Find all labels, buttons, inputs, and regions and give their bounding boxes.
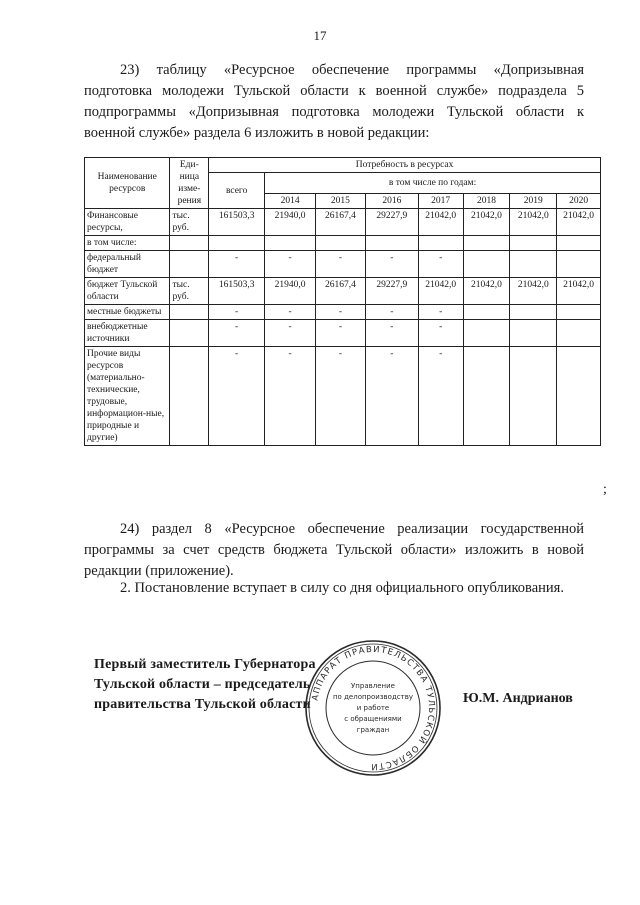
- signature-line-2: Тульской области – председатель: [94, 677, 311, 692]
- cell-year-value: -: [418, 251, 463, 278]
- cell-year-value: -: [418, 347, 463, 446]
- cell-unit: тыс. руб.: [170, 209, 209, 236]
- cell-year-value: -: [365, 251, 418, 278]
- cell-year-value: [510, 347, 557, 446]
- cell-total: -: [209, 305, 265, 320]
- cell-year-value: -: [316, 320, 366, 347]
- cell-year-value: [557, 251, 601, 278]
- cell-year-value: -: [316, 347, 366, 446]
- header-year: 2014: [265, 194, 316, 209]
- cell-year-value: 29227,9: [365, 209, 418, 236]
- cell-year-value: [463, 251, 510, 278]
- cell-year-value: -: [316, 251, 366, 278]
- page-number: 17: [313, 28, 327, 43]
- cell-unit: [170, 347, 209, 446]
- stamp-center-line: с обращениями: [344, 715, 402, 723]
- cell-unit: тыс. руб.: [170, 278, 209, 305]
- table-row: [85, 209, 601, 236]
- header-year: 2015: [316, 194, 366, 209]
- cell-year-value: 21042,0: [418, 209, 463, 236]
- paragraph-2: 2. Постановление вступает в силу со дня официального опубликования.: [120, 580, 564, 596]
- cell-total: [209, 236, 265, 251]
- cell-year-value: 21940,0: [265, 278, 316, 305]
- cell-year-value: [557, 320, 601, 347]
- cell-year-value: -: [265, 320, 316, 347]
- signature-block: [94, 655, 316, 715]
- paragraph-23: 23) таблицу «Ресурсное обеспечение программы «Допризывная подготовка молодежи Тульской области к военной службе» подраздела 5 подпрограммы «Допризывная подготовка молодежи Тульской области к военной службе» раздела 6 изложить в новой редакции:: [84, 62, 584, 141]
- cell-year-value: -: [365, 320, 418, 347]
- cell-unit: [170, 251, 209, 278]
- table-row: [85, 305, 601, 320]
- cell-resource-name: местные бюджеты: [85, 305, 170, 320]
- cell-year-value: -: [265, 251, 316, 278]
- cell-year-value: 21042,0: [510, 278, 557, 305]
- paragraph-24: 24) раздел 8 «Ресурсное обеспечение реализации государственной программы за счет средств бюджета Тульской области» изложить в новой редакции (приложение).: [84, 521, 584, 579]
- cell-year-value: [265, 236, 316, 251]
- cell-year-value: -: [365, 305, 418, 320]
- cell-resource-name: внебюджетные источники: [85, 320, 170, 347]
- cell-year-value: 21042,0: [557, 209, 601, 236]
- stamp-center-line: и работе: [356, 704, 390, 712]
- cell-year-value: -: [418, 305, 463, 320]
- cell-year-value: [463, 320, 510, 347]
- cell-year-value: -: [365, 347, 418, 446]
- cell-year-value: [316, 236, 366, 251]
- cell-year-value: [463, 347, 510, 446]
- table-row: [85, 347, 601, 446]
- header-total: всего: [209, 173, 265, 209]
- cell-year-value: [418, 236, 463, 251]
- header-unit: Еди-ница изме-рения: [170, 158, 209, 209]
- table-row: [85, 236, 601, 251]
- stamp-ring-text: АППАРАТ ПРАВИТЕЛЬСТВА ТУЛЬСКОЙ ОБЛАСТИ: [310, 644, 437, 772]
- cell-year-value: [510, 251, 557, 278]
- cell-resource-name: Прочие виды ресурсов (материально-технические, трудовые, информацион-ные, природные и другие): [85, 347, 170, 446]
- cell-unit: [170, 320, 209, 347]
- cell-year-value: [510, 305, 557, 320]
- cell-year-value: 21042,0: [557, 278, 601, 305]
- header-year: 2018: [463, 194, 510, 209]
- cell-year-value: 21042,0: [463, 209, 510, 236]
- table-row: [85, 251, 601, 278]
- header-by-years: в том числе по годам:: [265, 173, 601, 194]
- cell-resource-name: бюджет Тульской области: [85, 278, 170, 305]
- stamp-center-line: граждан: [356, 726, 390, 734]
- cell-year-value: -: [265, 305, 316, 320]
- cell-year-value: [557, 236, 601, 251]
- cell-year-value: 26167,4: [316, 209, 366, 236]
- cell-resource-name: в том числе:: [85, 236, 170, 251]
- header-year: 2016: [365, 194, 418, 209]
- header-year: 2017: [418, 194, 463, 209]
- cell-unit: [170, 305, 209, 320]
- official-stamp: [303, 638, 443, 778]
- signatory-name: Ю.М. Андрианов: [463, 691, 573, 706]
- cell-year-value: -: [418, 320, 463, 347]
- stamp-center-line: по делопроизводству: [332, 693, 414, 701]
- cell-year-value: [557, 347, 601, 446]
- cell-year-value: 26167,4: [316, 278, 366, 305]
- header-resource: Наименование ресурсов: [85, 158, 170, 209]
- cell-year-value: 29227,9: [365, 278, 418, 305]
- cell-year-value: [510, 320, 557, 347]
- cell-total: 161503,3: [209, 209, 265, 236]
- cell-resource-name: Финансовые ресурсы,: [85, 209, 170, 236]
- cell-year-value: -: [316, 305, 366, 320]
- table-row: [85, 320, 601, 347]
- cell-year-value: [463, 236, 510, 251]
- cell-year-value: 21042,0: [418, 278, 463, 305]
- cell-year-value: [365, 236, 418, 251]
- cell-year-value: 21042,0: [510, 209, 557, 236]
- cell-year-value: [557, 305, 601, 320]
- stamp-center-line: Управление: [351, 682, 395, 690]
- resources-table: [84, 157, 601, 446]
- signature-line-1: Первый заместитель Губернатора: [94, 657, 316, 672]
- cell-year-value: 21940,0: [265, 209, 316, 236]
- cell-total: -: [209, 251, 265, 278]
- cell-year-value: [463, 305, 510, 320]
- cell-year-value: 21042,0: [463, 278, 510, 305]
- signature-line-3: правительства Тульской области: [94, 697, 311, 712]
- cell-year-value: [510, 236, 557, 251]
- cell-resource-name: федеральный бюджет: [85, 251, 170, 278]
- header-year: 2019: [510, 194, 557, 209]
- cell-unit: [170, 236, 209, 251]
- cell-total: -: [209, 320, 265, 347]
- cell-total: -: [209, 347, 265, 446]
- cell-total: 161503,3: [209, 278, 265, 305]
- header-year: 2020: [557, 194, 601, 209]
- header-need: Потребность в ресурсах: [209, 158, 601, 173]
- table-trailing-semicolon: ;: [603, 482, 607, 497]
- cell-year-value: -: [265, 347, 316, 446]
- table-row: [85, 278, 601, 305]
